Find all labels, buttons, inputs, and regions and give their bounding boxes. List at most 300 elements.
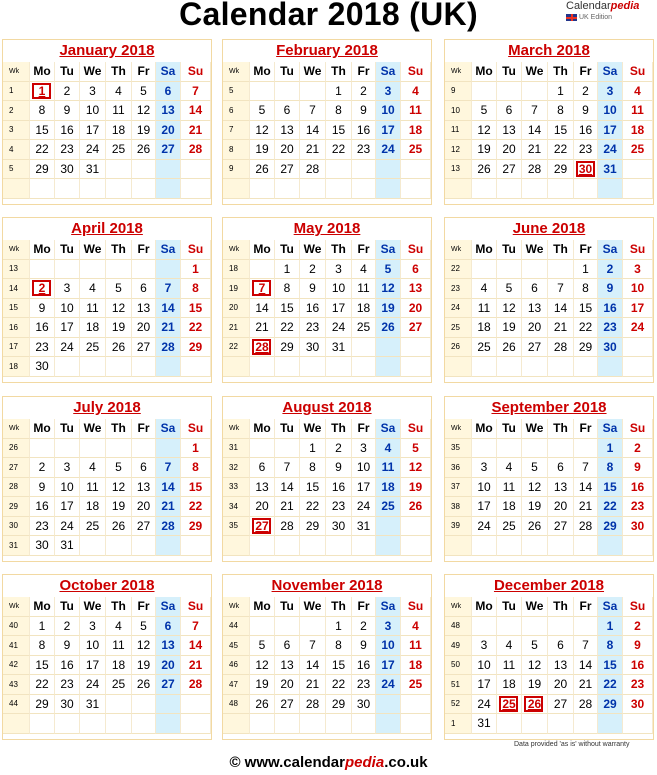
day-cell <box>181 160 211 180</box>
day-cell: 2 <box>55 82 80 102</box>
day-cell: 18 <box>352 299 376 319</box>
day-cell: 21 <box>522 140 548 160</box>
day-cell: 28 <box>275 517 300 537</box>
day-cell <box>80 179 106 199</box>
week-number: 42 <box>3 656 30 676</box>
day-cell: 18 <box>376 478 401 498</box>
weekday-header: Fr <box>574 597 598 617</box>
day-cell: 25 <box>106 140 132 160</box>
day-cell: 10 <box>352 458 376 478</box>
week-number: 15 <box>3 299 30 319</box>
day-cell: 12 <box>250 656 275 676</box>
month-block <box>222 39 432 205</box>
day-cell: 12 <box>250 121 275 141</box>
day-cell <box>275 536 300 556</box>
day-cell: 15 <box>326 121 352 141</box>
weekday-header: Tu <box>275 62 300 82</box>
week-number <box>445 357 472 377</box>
day-cell: 22 <box>548 140 574 160</box>
weekday-header: Sa <box>156 240 181 260</box>
month-grid <box>223 62 431 199</box>
day-cell: 8 <box>300 458 326 478</box>
month-title: July 2018 <box>73 399 141 416</box>
weekday-header: Su <box>181 419 211 439</box>
day-cell: 5 <box>522 458 548 478</box>
week-number: 3 <box>3 121 30 141</box>
day-cell <box>497 357 522 377</box>
day-cell: 5 <box>106 458 132 478</box>
day-cell: 7 <box>574 636 598 656</box>
weekday-header: We <box>80 240 106 260</box>
weekday-header: Sa <box>156 62 181 82</box>
week-number: 2 <box>3 101 30 121</box>
month-title: June 2018 <box>512 220 586 237</box>
weekday-header: Mo <box>30 240 55 260</box>
day-cell: 23 <box>352 140 376 160</box>
day-cell: 26 <box>132 140 156 160</box>
weekday-header: Mo <box>472 597 497 617</box>
week-number: 16 <box>3 318 30 338</box>
month-title: November 2018 <box>271 577 383 594</box>
day-cell: 19 <box>497 318 522 338</box>
day-cell <box>55 357 80 377</box>
day-cell: 7 <box>300 636 326 656</box>
weekday-header: Sa <box>598 597 623 617</box>
day-cell: 7 <box>275 458 300 478</box>
weekday-header: Su <box>181 597 211 617</box>
day-cell <box>522 357 548 377</box>
weekday-header: Tu <box>275 419 300 439</box>
day-cell: 1 <box>548 82 574 102</box>
day-cell: 22 <box>574 318 598 338</box>
day-cell <box>80 357 106 377</box>
weekday-header: We <box>80 419 106 439</box>
day-cell <box>352 338 376 358</box>
day-cell <box>30 439 55 459</box>
day-cell: 8 <box>326 636 352 656</box>
day-cell: 17 <box>598 121 623 141</box>
day-cell: 18 <box>623 121 653 141</box>
week-number: 7 <box>223 121 250 141</box>
day-cell: 29 <box>548 160 574 180</box>
day-cell <box>574 536 598 556</box>
day-cell <box>30 714 55 734</box>
day-cell <box>472 357 497 377</box>
day-cell <box>106 695 132 715</box>
day-cell <box>352 536 376 556</box>
day-cell: 24 <box>326 318 352 338</box>
weekday-header: Su <box>181 62 211 82</box>
day-cell: 28 <box>156 338 181 358</box>
day-cell: 20 <box>156 121 181 141</box>
week-number-header: Wk <box>445 597 472 617</box>
day-cell: 1 <box>574 260 598 280</box>
day-cell <box>181 179 211 199</box>
day-cell: 11 <box>106 636 132 656</box>
day-cell: 5 <box>472 101 497 121</box>
week-number: 37 <box>445 478 472 498</box>
week-number: 11 <box>445 121 472 141</box>
day-cell: 2 <box>352 82 376 102</box>
day-cell: 2 <box>30 458 55 478</box>
week-number: 39 <box>445 517 472 537</box>
weekday-header: We <box>522 62 548 82</box>
day-cell: 21 <box>275 497 300 517</box>
day-cell: 30 <box>623 517 653 537</box>
day-cell: 10 <box>55 299 80 319</box>
day-cell <box>548 357 574 377</box>
day-cell: 20 <box>401 299 431 319</box>
day-cell: 26 <box>250 695 275 715</box>
day-cell: 6 <box>401 260 431 280</box>
day-cell <box>352 160 376 180</box>
day-cell <box>132 179 156 199</box>
week-number <box>3 179 30 199</box>
day-cell: 6 <box>522 279 548 299</box>
day-cell <box>106 357 132 377</box>
day-cell <box>623 338 653 358</box>
day-cell: 13 <box>156 636 181 656</box>
week-number-header: Wk <box>445 62 472 82</box>
day-cell: 17 <box>376 656 401 676</box>
weekday-header: Su <box>181 240 211 260</box>
month-grid <box>3 62 211 199</box>
weekday-header: We <box>522 240 548 260</box>
day-cell: 23 <box>55 675 80 695</box>
day-cell: 19 <box>132 121 156 141</box>
day-cell <box>548 260 574 280</box>
week-number <box>223 536 250 556</box>
day-cell: 9 <box>326 458 352 478</box>
week-number: 23 <box>445 279 472 299</box>
day-cell: 14 <box>275 478 300 498</box>
week-number: 35 <box>445 439 472 459</box>
day-cell: 31 <box>472 714 497 734</box>
weekday-header: Fr <box>132 419 156 439</box>
day-cell <box>156 536 181 556</box>
day-cell: 11 <box>401 101 431 121</box>
day-cell: 30 <box>30 357 55 377</box>
day-cell: 19 <box>472 140 497 160</box>
day-cell: 27 <box>132 517 156 537</box>
day-cell: 7 <box>574 458 598 478</box>
weekday-header: Fr <box>574 62 598 82</box>
day-cell: 24 <box>376 140 401 160</box>
week-number: 19 <box>223 279 250 299</box>
week-number: 18 <box>223 260 250 280</box>
week-number-header: Wk <box>3 62 30 82</box>
week-number: 36 <box>445 458 472 478</box>
weekday-header: We <box>300 597 326 617</box>
day-cell: 31 <box>598 160 623 180</box>
week-number-header: Wk <box>445 240 472 260</box>
week-number: 20 <box>223 299 250 319</box>
day-cell <box>574 179 598 199</box>
day-cell: 10 <box>623 279 653 299</box>
day-cell: 16 <box>352 121 376 141</box>
day-cell: 28 <box>181 140 211 160</box>
week-number: 30 <box>3 517 30 537</box>
day-cell: 9 <box>30 478 55 498</box>
day-cell: 29 <box>181 517 211 537</box>
day-cell <box>80 536 106 556</box>
day-cell <box>275 714 300 734</box>
day-cell: 14 <box>574 478 598 498</box>
week-number: 1 <box>445 714 472 734</box>
month-block <box>222 574 432 740</box>
week-number: 40 <box>3 617 30 637</box>
day-cell: 30 <box>352 695 376 715</box>
day-cell: 9 <box>300 279 326 299</box>
weekday-header: Fr <box>352 419 376 439</box>
day-cell <box>497 260 522 280</box>
weekday-header: Th <box>326 62 352 82</box>
day-cell: 28 <box>548 338 574 358</box>
day-cell: 24 <box>80 675 106 695</box>
day-cell: 17 <box>55 497 80 517</box>
day-cell: 6 <box>156 82 181 102</box>
month-grid <box>223 597 431 734</box>
day-cell <box>598 714 623 734</box>
day-cell <box>548 714 574 734</box>
day-cell <box>522 179 548 199</box>
day-cell: 26 <box>250 160 275 180</box>
day-cell <box>376 338 401 358</box>
day-cell: 28 <box>574 695 598 715</box>
week-number: 8 <box>223 140 250 160</box>
day-cell: 22 <box>30 140 55 160</box>
day-cell: 1 <box>326 617 352 637</box>
day-cell: 28 <box>156 517 181 537</box>
day-cell: 6 <box>497 101 522 121</box>
day-cell <box>132 357 156 377</box>
week-number: 50 <box>445 656 472 676</box>
weekday-header: Fr <box>132 240 156 260</box>
day-cell <box>250 260 275 280</box>
day-cell <box>376 714 401 734</box>
day-cell: 15 <box>326 656 352 676</box>
day-cell: 28 <box>574 517 598 537</box>
week-number: 12 <box>445 140 472 160</box>
day-cell: 27 <box>401 318 431 338</box>
day-cell <box>497 617 522 637</box>
day-cell: 29 <box>300 517 326 537</box>
day-cell: 22 <box>181 318 211 338</box>
weekday-header: Th <box>106 419 132 439</box>
day-cell: 19 <box>106 318 132 338</box>
weekday-header: Th <box>548 240 574 260</box>
day-cell: 5 <box>250 101 275 121</box>
day-cell: 20 <box>275 675 300 695</box>
weekday-header: We <box>522 419 548 439</box>
day-cell <box>250 179 275 199</box>
day-cell: 8 <box>598 458 623 478</box>
day-cell <box>250 714 275 734</box>
day-cell: 26 <box>132 675 156 695</box>
day-cell: 12 <box>522 478 548 498</box>
day-cell: 21 <box>300 140 326 160</box>
day-cell: 4 <box>376 439 401 459</box>
day-cell: 23 <box>30 338 55 358</box>
day-cell: 31 <box>80 695 106 715</box>
day-cell <box>275 617 300 637</box>
day-cell <box>497 179 522 199</box>
day-cell <box>326 357 352 377</box>
day-cell: 28 <box>300 695 326 715</box>
day-cell <box>522 82 548 102</box>
day-cell <box>326 160 352 180</box>
footer-link[interactable]: © www.calendarpedia.co.uk <box>229 754 428 771</box>
month-grid <box>3 240 211 377</box>
weekday-header: Mo <box>250 597 275 617</box>
day-cell: 1 <box>326 82 352 102</box>
month-block <box>2 217 212 383</box>
day-cell: 23 <box>352 675 376 695</box>
day-cell: 13 <box>401 279 431 299</box>
day-cell: 14 <box>300 121 326 141</box>
day-cell: 31 <box>80 160 106 180</box>
weekday-header: Sa <box>156 597 181 617</box>
day-cell: 16 <box>326 478 352 498</box>
day-cell: 5 <box>132 617 156 637</box>
holiday-day-cell: 30 <box>574 160 598 180</box>
day-cell: 27 <box>156 140 181 160</box>
day-cell: 24 <box>472 695 497 715</box>
day-cell <box>300 179 326 199</box>
month-block <box>2 574 212 740</box>
day-cell <box>497 536 522 556</box>
day-cell <box>623 714 653 734</box>
day-cell: 16 <box>30 497 55 517</box>
day-cell: 4 <box>472 279 497 299</box>
day-cell: 11 <box>376 458 401 478</box>
day-cell <box>300 714 326 734</box>
month-block <box>222 217 432 383</box>
day-cell <box>401 357 431 377</box>
day-cell: 20 <box>275 140 300 160</box>
week-number: 26 <box>3 439 30 459</box>
week-number: 10 <box>445 101 472 121</box>
day-cell <box>623 179 653 199</box>
week-number: 26 <box>445 338 472 358</box>
day-cell: 24 <box>352 497 376 517</box>
day-cell: 19 <box>250 675 275 695</box>
day-cell: 16 <box>623 656 653 676</box>
weekday-header: We <box>80 597 106 617</box>
day-cell <box>250 357 275 377</box>
day-cell: 10 <box>472 478 497 498</box>
weekday-header: Th <box>326 240 352 260</box>
day-cell: 27 <box>156 675 181 695</box>
day-cell: 9 <box>623 458 653 478</box>
day-cell: 14 <box>574 656 598 676</box>
week-number: 5 <box>223 82 250 102</box>
holiday-day-cell: 2 <box>30 279 55 299</box>
day-cell: 6 <box>250 458 275 478</box>
weekday-header: Mo <box>30 62 55 82</box>
week-number: 49 <box>445 636 472 656</box>
day-cell <box>574 357 598 377</box>
day-cell: 14 <box>181 101 211 121</box>
day-cell: 16 <box>623 478 653 498</box>
month-title: January 2018 <box>59 42 155 59</box>
day-cell <box>250 439 275 459</box>
day-cell: 10 <box>55 478 80 498</box>
day-cell: 9 <box>574 101 598 121</box>
weekday-header: Sa <box>156 419 181 439</box>
week-number: 22 <box>445 260 472 280</box>
brand-logo[interactable] <box>566 1 657 23</box>
day-cell: 19 <box>132 656 156 676</box>
day-cell: 8 <box>30 101 55 121</box>
day-cell <box>472 536 497 556</box>
day-cell: 17 <box>376 121 401 141</box>
day-cell: 29 <box>326 695 352 715</box>
day-cell <box>80 714 106 734</box>
weekday-header: Fr <box>574 240 598 260</box>
day-cell: 15 <box>30 656 55 676</box>
day-cell: 24 <box>598 140 623 160</box>
day-cell <box>55 179 80 199</box>
week-number: 45 <box>223 636 250 656</box>
day-cell: 6 <box>548 458 574 478</box>
week-number: 27 <box>3 458 30 478</box>
day-cell: 5 <box>376 260 401 280</box>
weekday-header: Mo <box>30 419 55 439</box>
day-cell <box>574 439 598 459</box>
day-cell: 20 <box>250 497 275 517</box>
day-cell <box>401 179 431 199</box>
day-cell: 25 <box>472 338 497 358</box>
month-title: August 2018 <box>282 399 372 416</box>
weekday-header: Tu <box>497 62 522 82</box>
day-cell: 15 <box>275 299 300 319</box>
day-cell <box>598 179 623 199</box>
day-cell: 20 <box>548 675 574 695</box>
day-cell: 8 <box>326 101 352 121</box>
day-cell <box>156 260 181 280</box>
week-number: 31 <box>223 439 250 459</box>
month-title: December 2018 <box>493 577 605 594</box>
day-cell: 27 <box>275 160 300 180</box>
day-cell <box>522 617 548 637</box>
day-cell: 9 <box>55 101 80 121</box>
day-cell: 26 <box>106 338 132 358</box>
month-grid <box>223 419 431 556</box>
day-cell: 13 <box>497 121 522 141</box>
day-cell <box>132 260 156 280</box>
day-cell: 11 <box>497 656 522 676</box>
holiday-day-cell: 7 <box>250 279 275 299</box>
day-cell: 7 <box>156 279 181 299</box>
week-number: 35 <box>223 517 250 537</box>
day-cell: 17 <box>623 299 653 319</box>
weekday-header: Su <box>623 62 653 82</box>
day-cell: 3 <box>80 617 106 637</box>
day-cell <box>250 536 275 556</box>
day-cell: 18 <box>497 675 522 695</box>
week-number-header: Wk <box>223 419 250 439</box>
day-cell <box>401 714 431 734</box>
weekday-header: Mo <box>472 419 497 439</box>
week-number-header: Wk <box>3 240 30 260</box>
day-cell: 8 <box>574 279 598 299</box>
day-cell: 27 <box>497 160 522 180</box>
day-cell <box>156 357 181 377</box>
weekday-header: Tu <box>55 62 80 82</box>
day-cell: 11 <box>80 299 106 319</box>
day-cell: 8 <box>275 279 300 299</box>
